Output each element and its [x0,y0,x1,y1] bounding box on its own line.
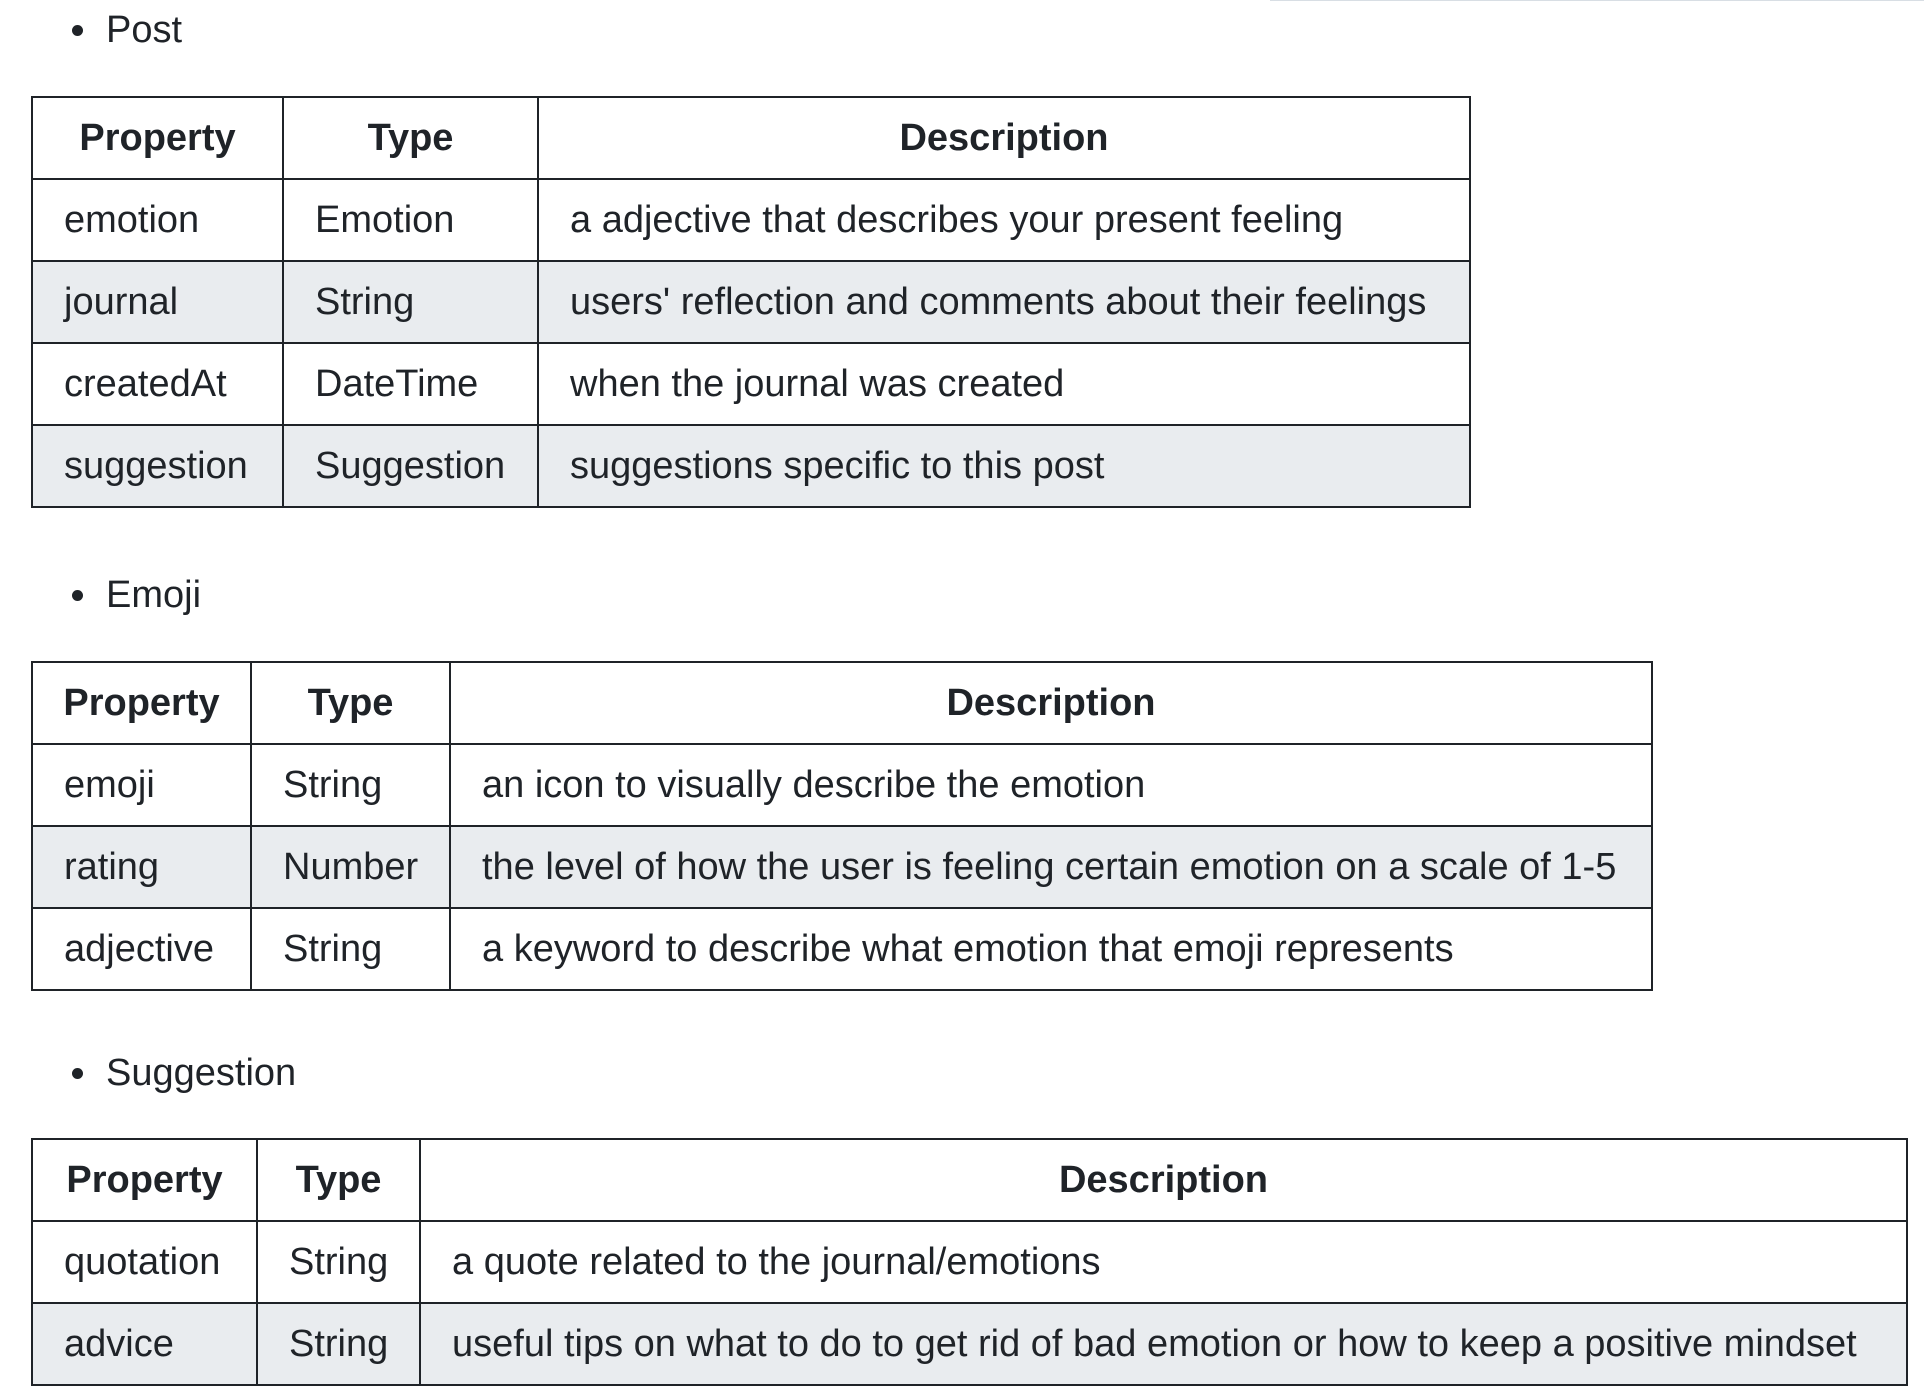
cell-description: the level of how the user is feeling certain emotion on a scale of 1-5 [450,826,1652,908]
cell-description: a quote related to the journal/emotions [420,1221,1907,1303]
section-title-emoji: Emoji [106,574,202,616]
cell-property: suggestion [32,425,283,507]
column-header-type: Type [283,97,538,179]
cell-type: String [251,908,450,990]
list-item-suggestion [72,1051,296,1095]
bullet-icon [72,1068,83,1079]
cell-type: String [257,1221,420,1303]
section-title-suggestion: Suggestion [106,1052,297,1094]
cell-type: Emotion [283,179,538,261]
column-header-description: Description [420,1139,1907,1221]
cell-type: DateTime [283,343,538,425]
cell-description: useful tips on what to do to get rid of bad emotion or how to keep a positive mindset [420,1303,1907,1385]
cell-property: emotion [32,179,283,261]
column-header-property: Property [32,97,283,179]
suggestion-properties-table [31,1138,1908,1386]
table-row [32,343,1470,425]
table-row [32,744,1652,826]
column-header-property: Property [32,662,251,744]
table-row [32,179,1470,261]
column-header-type: Type [257,1139,420,1221]
table-row [32,826,1652,908]
cell-description: when the journal was created [538,343,1470,425]
cell-description: an icon to visually describe the emotion [450,744,1652,826]
cell-property: quotation [32,1221,257,1303]
cell-description: suggestions specific to this post [538,425,1470,507]
column-header-type: Type [251,662,450,744]
section-title-post: Post [106,9,183,51]
column-header-property: Property [32,1139,257,1221]
table-row [32,908,1652,990]
cell-type: Suggestion [283,425,538,507]
bullet-icon [72,590,83,601]
cell-description: users' reflection and comments about their feelings [538,261,1470,343]
cell-description: a keyword to describe what emotion that emoji represents [450,908,1652,990]
divider [1270,0,1924,1]
cell-property: createdAt [32,343,283,425]
cell-property: adjective [32,908,251,990]
table-row [32,1221,1907,1303]
column-header-description: Description [538,97,1470,179]
list-item-post [72,8,182,52]
cell-type: String [283,261,538,343]
table-header-row [32,1139,1907,1221]
table-row [32,1303,1907,1385]
list-item-emoji [72,573,201,617]
cell-property: journal [32,261,283,343]
cell-type: String [257,1303,420,1385]
cell-property: emoji [32,744,251,826]
table-header-row [32,97,1470,179]
bullet-icon [72,25,83,36]
cell-type: String [251,744,450,826]
cell-property: rating [32,826,251,908]
table-header-row [32,662,1652,744]
post-properties-table [31,96,1471,508]
cell-type: Number [251,826,450,908]
column-header-description: Description [450,662,1652,744]
cell-description: a adjective that describes your present feeling [538,179,1470,261]
table-row [32,425,1470,507]
cell-property: advice [32,1303,257,1385]
table-row [32,261,1470,343]
emoji-properties-table [31,661,1653,991]
